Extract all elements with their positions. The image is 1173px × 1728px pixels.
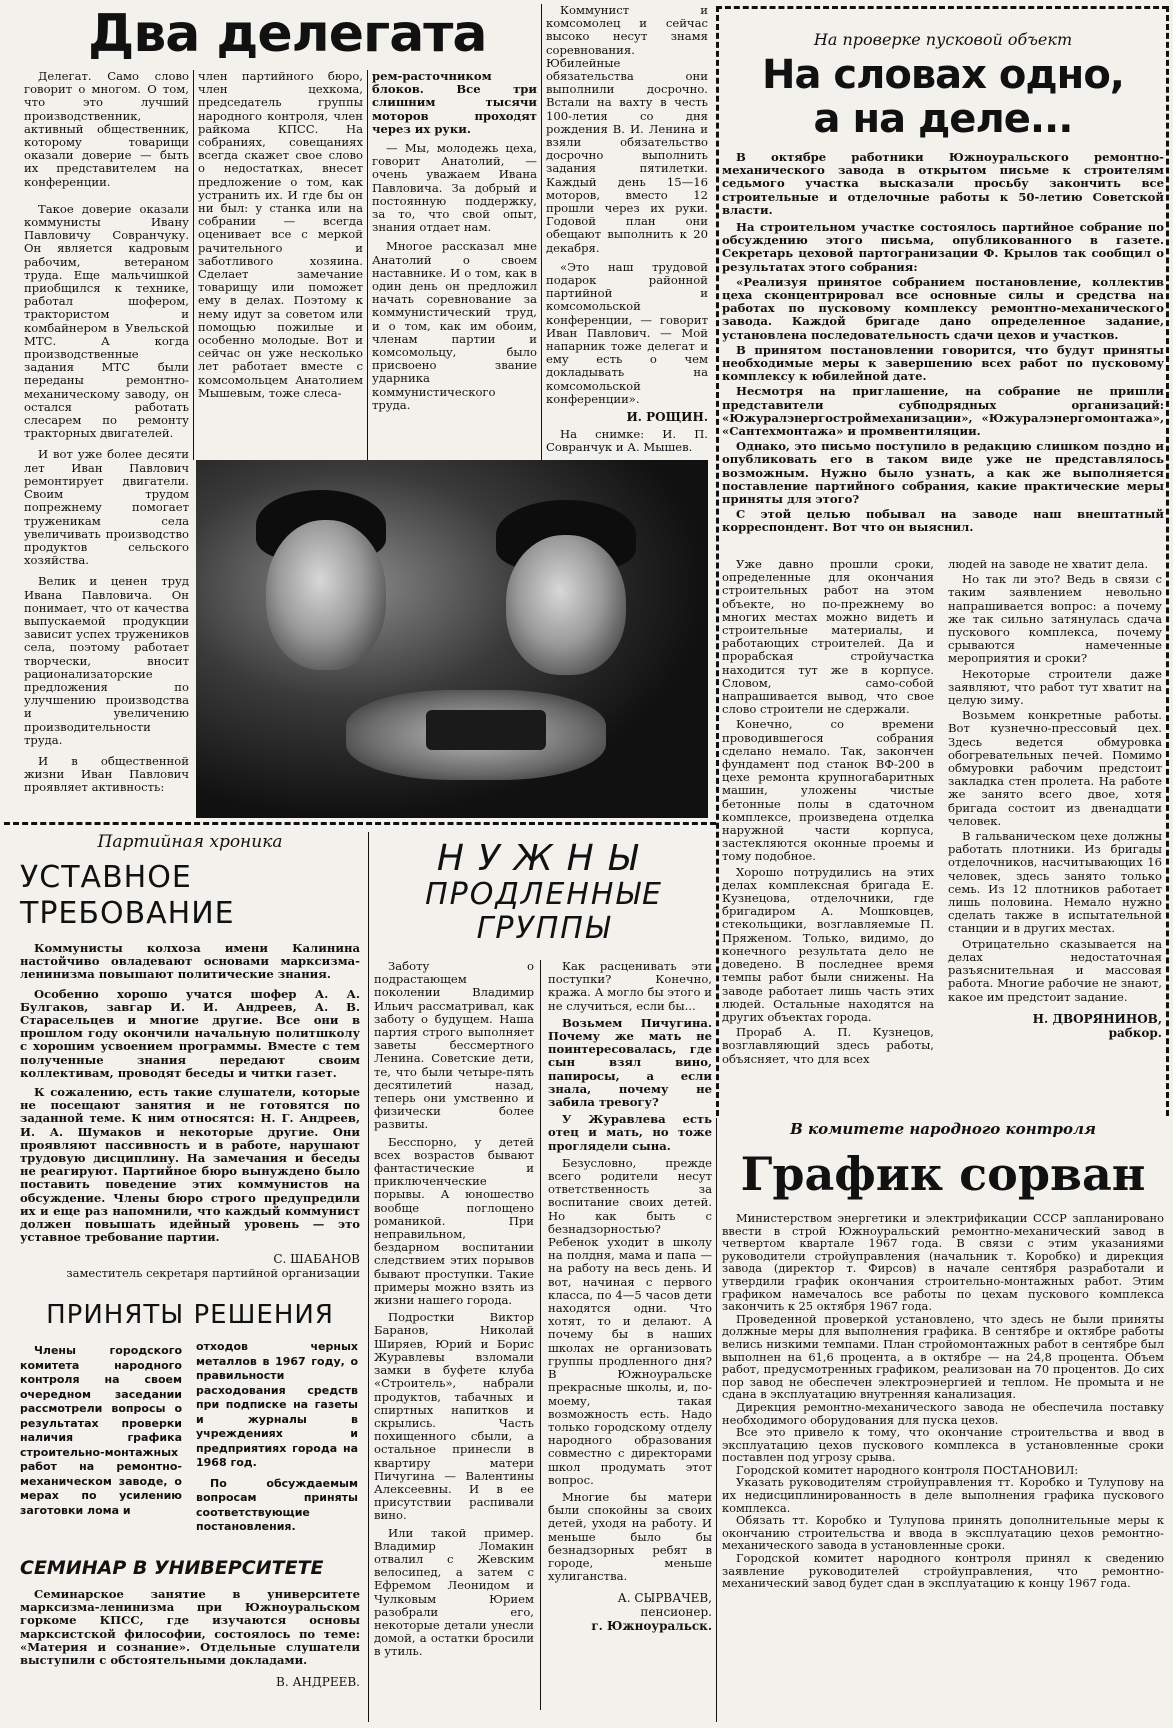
delegates-headline: Два делегата [88,4,487,64]
column-divider [368,832,369,1722]
decisions-headline: ПРИНЯТЫ РЕШЕНИЯ [46,1300,334,1330]
groups-para: Заботу о подрастающем поколении Владимир Ильич рассматривал, как заботу о будущем. Наша партия строго выполняет заветы бессмертного Ленина. Советские дети, те, что были четыре-пять десятилетий назад, теперь они умственно и физически более развиты. [374,959,534,1132]
words-deeds-headline-2: а на деле... [813,96,1073,142]
lead-para: В принятом постановлении говорится, что будут приняты необходимые меры к завершению всех работ по пусковому комплексу к юбилейной дате. [722,342,1164,384]
body-para: Прораб А. П. Кузнецов, возглавляющий здесь работы, объясняет, что для всех [722,1025,934,1066]
column-divider [541,4,542,460]
groups-col-b [548,960,712,1633]
groups-signature: А. СЫРВАЧЕВ, [617,1591,712,1606]
groups-para: У Журавлева есть отец и мать, но тоже проглядели сына. [548,1112,712,1153]
section-divider [716,6,719,1116]
schedule-para: Все это привело к тому, что окончание строительства и ввод в эксплуатацию цехов пускового комплекса в установленные сроки поставлен под угрозу срыва. [722,1425,1164,1465]
groups-para: Как расценивать эти поступки? Конечно, кража. А могло бы этого и не случиться, если бы... [548,959,712,1013]
delegates-para: Делегат. Само слово говорит о многом. О том, что это лучший производственник, активный общественник, которому товарищи оказали доверие — быть их представителем на конференции. [24,69,189,189]
lead-para: «Реализуя принятое собранием постановление, коллектив цеха сконцентрировал все основные силы и средства на работах по пусковому комплексу ремонтно-механического завода. Каждой бригаде дано определенное задание, установлена последовательность сдачи цехов и участков. [722,274,1164,342]
chronicle-signature-role: заместитель секретаря партийной организации [66,1266,360,1281]
words-deeds-col-b [948,558,1162,1040]
schedule-para: Городской комитет народного контроля принял к сведению заявление руководителей стройуправления, что ремонтно-механический завод будет сдан в эксплуатацию к концу 1967 года. [722,1551,1164,1591]
groups-para: Или такой пример. Владимир Ломакин отвалил с Жевским велосипед, а затем с Ефремом Леонидом и Чулковым Юрием разобрали его, некоторые детали унесли домой, а остатки бросили в утиль. [374,1525,534,1659]
groups-para: Подростки Виктор Баранов, Николай Ширяев, Юрий и Борис Журавлевы взломали замки в буфете клуба «Строитель», набрали продуктов, табачных и спиртных напитков и скрылись. Часть похищенного сбыли, а остальное принесли в квартиру матери Пичугина — Валентины Алексеевны. И в ее присутствии распивали вино. [374,1310,534,1523]
decisions-para: отходов черных металлов в 1967 году, о правильности расходования средств при подписке на газеты и журналы в учреждениях и предприятиях города на 1968 год. [196,1340,358,1469]
groups-headline-1: НУЖНЫ [436,838,652,879]
words-deeds-kicker: На проверке пусковой объект [813,30,1073,49]
delegates-col-4 [546,4,708,455]
groups-para: Безусловно, прежде всего родители несут ответственность за воспитание своих детей. Но как быть с безнадзорностью? Ребенок уходит в школу на полдня, мама и папа — на работу на весь день. И вот, начиная с первого класса, по 4—5 часов дети находятся одни. Что хотят, то и делают. А почему бы в наших школах не организовать группы продленного дня? В Южноуральске прекрасные школы, и, по-моему, такая возможность есть. Надо только городскому отделу народного образования совместно с директорами школ продумать этот вопрос. [548,1155,712,1487]
chronicle-signature: С. ШАБАНОВ [273,1252,360,1267]
delegates-signature: И. РОЩИН. [626,410,708,425]
words-deeds-signature-role: рабкор. [1108,1025,1162,1040]
schedule-para: Дирекция ремонтно-механического завода не обеспечила поставку необходимого оборудования для пуска цехов. [722,1399,1164,1427]
decisions-article [20,1300,360,1533]
photo-engine-part [426,710,546,750]
schedule-para: Министерством энергетики и электрификации СССР запланировано ввести в строй Южноуральский ремонтно-механический завод в четвертом квартале 1967 года. В связи с этим указаниями руководители стройуправления (начальник т. Коробко) и дирекция завода (директор т. Фирсов) в начале сентября разработали и утвердили график окончания строительно-монтажных работ. Этим графиком намечалось все работы по цехам пускового комплекса закончить к 25 октября 1967 года. [722,1211,1164,1314]
lead-para: В октябре работники Южноуральского ремонтно-механического завода в открытом письме к строителям седьмого участка высказали просьбу закончить все строительные и отделочные работы к 50-летию Советской власти. [722,150,1164,217]
decisions-para: По обсуждаемым вопросам приняты соответствующие постановления. [196,1476,358,1533]
groups-headline-3: ГРУППЫ [476,911,612,946]
words-deeds-signature: Н. ДВОРЯНИНОВ, [1032,1011,1162,1026]
body-para: Хорошо потрудились на этих делах комплексная бригада Е. Кузнецова, отделочники, где бригадиром А. Мошковцев, стекольщики, возглавляемые П. Пряженом. Только, видимо, до конечного результата дело не доведено. В последнее время темпы работ были снижены. На заводе работает лишь часть этих людей. Остальные находятся на других объектах города. [722,864,934,1024]
photo-face-left [266,520,386,670]
body-para: Конечно, со времени проводившегося собрания сделано немало. Так, закончен фундамент под станок ВФ-200 в цехе ремонта крупногабаритных машин, уложены чистые бетонные полы в сдаточном комплексе, произведена отделка наружной части корпуса, застекляются оконные проемы и тому подобное. [722,717,934,864]
photo-caption: На снимке: И. П. Совранчук и А. Мышев. [546,427,708,455]
seminar-signature: В. АНДРЕЕВ. [276,1675,360,1690]
body-para: В гальваническом цехе должны работать плотники. Из бригады отделочников, насчитывающих 16 человек, здесь занято только семь. Из 12 плотников работает лишь половина. Немало нужно сделать также в испытательной станции и в других местах. [948,829,1162,936]
groups-headline-2: ПРОДЛЕННЫЕ [425,877,663,912]
groups-signature-city: г. Южноуральск. [591,1619,712,1634]
lead-para: С этой целью побывал на заводе наш внештатный корреспондент. Вот что он выяснил. [722,507,1164,535]
section-divider [4,822,716,825]
seminar-article [20,1556,360,1689]
schedule-para: Указать руководителям стройуправления тт. Коробко и Тулупову на их недисциплинированность в деле выполнения графика пускового комплекса. [722,1475,1164,1515]
column-divider [540,960,541,1710]
groups-signature-role: пенсионер. [640,1605,712,1620]
chronicle-article [20,832,360,1280]
chronicle-kicker: Партийная хроника [97,832,283,852]
column-divider [716,1118,717,1722]
chronicle-headline: УСТАВНОЕ ТРЕБОВАНИЕ [20,860,235,931]
groups-col-a [374,960,534,1659]
seminar-headline: СЕМИНАР В УНИВЕРСИТЕТЕ [20,1557,324,1579]
delegates-para: И вот уже более десяти лет Иван Павлович ремонтирует двигатели. Своим трудом попрежнему помогает труженикам села увеличивать производство продуктов сельского хозяйства. [24,447,189,568]
groups-para: Возьмем Пичугина. Почему же мать не поинтересовалась, где сын взял вино, папиросы, а если знала, почему не забила тревогу? [548,1015,712,1110]
words-deeds-lead [722,151,1164,535]
schedule-headline: График сорван [740,1147,1146,1201]
delegates-col-1 [24,70,189,795]
schedule-para: Городской комитет народного контроля ПОСТАНОВИЛ: [736,1462,1079,1477]
schedule-body [722,1212,1164,1590]
delegates-article [0,0,712,820]
groups-para: Бесспорно, у детей всех возрастов бывают фантастические и приключенческие порывы. А юношество вообще поглощено романикой. При неправильном, бездарном воспитании следствием этих порывов бывают проступки. Такие примеры можно взять из жизни нашего города. [374,1134,534,1308]
photo-face-right [506,535,626,675]
delegates-para: рем-расточником блоков. Все три слишним тысячи моторов проходят через их руки. [372,69,537,136]
chronicle-para: К сожалению, есть такие слушатели, которые не посещают занятия и не готовятся по заданной теме. К ним относятся: Н. Г. Андреев, И. А. Шумаков и некоторые другие. Они проявляют пассивность и в работе, нарушают трудовую дисциплину. На замечания и беседы не реагируют. Партийное бюро вынуждено было поставить поведение этих коммунистов на обсуждение. Члены бюро строго предупредили их и еще раз напомнили, что каждый коммунист должен повышать идейный уровень — это уставное требование партии. [20,1085,360,1245]
body-para: Некоторые строители даже заявляют, что работ тут хватит на целую зиму. [948,666,1162,708]
delegates-col-3 [372,70,537,412]
decisions-col-b [196,1340,358,1535]
body-para: Отрицательно сказывается на делах недостаточная разъяснительная и массовая работа. Многие рабочие не знают, какое им предстоит задание. [948,936,1162,1004]
decisions-col-a [20,1344,182,1518]
column-divider [367,70,368,460]
delegates-para: — Мы, молодежь цеха, говорит Анатолий, — очень уважаем Ивана Павловича. За добрый и постоянную поддержку, за то, что свой опыт, знания отдает нам. [372,141,537,235]
schedule-kicker: В комитете народного контроля [790,1120,1096,1138]
delegates-photo [196,460,708,818]
column-divider [193,70,194,460]
delegates-para: Такое доверие оказали коммунисты Ивану Павловичу Совранчуку. Он является кадровым рабочим, ветераном труда. Еще мальчишкой приобщился к технике, работал шофером, трактористом и комбайнером в Увельской МТС. А когда производственные задания МТС были переданы ремонтно-механическому заводу, он остался работать слесарем по ремонту тракторных двигателей. [24,201,189,441]
schedule-para: Обязать тт. Коробко и Тулупова принять дополнительные меры к окончанию строительства и ввода в эксплуатацию цехов ремонтно-механического завода в установленные сроки. [722,1513,1164,1553]
lead-para: На строительном участке состоялось партийное собрание по обсуждению этого письма, опубликованного в газете. Секретарь цеховой партогранизации Ф. Крылов так сообщил о результатах этого собрания: [722,220,1164,274]
body-para: Уже давно прошли сроки, определенные для окончания строительных работ на этом объекте, но по-прежнему во многих местах можно видеть и строительные материалы, и работающих строителей. Да и прорабская стройучастка находится тут же в корпусе. Словом, само-собой напрашивается вывод, что свое слово строители не сдержали. [722,557,934,717]
delegates-para: Многое рассказал мне Анатолий о своем наставнике. И о том, как в один день он предложил начать соревнование за коммунистический труд, и о том, как им обоим, членам партии и комсомольцу, было присвоено звание ударника коммунистического труда. [372,239,537,412]
schedule-para: Проведенной проверкой установлено, что здесь не были приняты должные меры для выполнения графика. В сентябре и октябре работы велись низкими темпами. План стройомонтажных работ в сентябре был выполнен на 61,6 процента, а в октябре — на 24,8 процента. Объем работ, предусмотренных графиком, реализован на 70 процентов. До сих пор завод не обеспечен электроэнергией и теплом. Не промыта и не сдана в эксплуатацию внутренняя канализация. [722,1311,1164,1402]
delegates-para: член партийного бюро, член цехкома, председатель группы народного контроля, член райкома КПСС. На собраниях, совещаниях всегда скажет свое слово о недостатках, внесет предложение о том, как устранить их. И где бы он ни был: у станка или на собрании — всегда оценивает все с меркой рачительного и заботливого хозяина. Сделает замечание товарищу или поможет ему в делах. Поэтому к нему идут за советом или помощью пожилые и особенно молодые. Вот и сейчас он уже несколько лет работает вместе с комсомольцем Анатолием Мышевым, тоже слеса- [198,69,363,400]
delegates-col-2 [198,70,363,400]
body-para: Возьмем конкретные работы. Вот кузнечно-прессовый цех. Здесь ведется обмуровка обогревательных печей. Помимо обмуровки рабочим предстоит закладка стен пролета. На работе же занято всего двое, хотя бригада состоит из двенадцати человек. [948,708,1162,828]
seminar-para: Семинарское занятие в университете марксизма-ленинизма при Южноуральском горкоме КПСС, где изучаются основы марксистской философии, состоялось по теме: «Материя и сознание». Отдельные слушатели выступили с обстоятельными докладами. [20,1587,360,1668]
decisions-para: Члены городского комитета народного контроля на своем очередном заседании рассмотрели вопросы о результатах проверки наличия графика строительно-монтажных работ на ремонтно-механическом заводе, о мерах по усилению заготовки лома и [20,1344,182,1517]
groups-article [374,832,714,1659]
lead-para: Несмотря на приглашение, на собрание не пришли представители субподрядных организаций: «Южуралэнергостроймеханизации», «Южуралэнергомонтажа», «Сантехмонтажа» и промвентиляции. [722,384,1164,439]
chronicle-para: Коммунисты колхоза имени Калинина настойчиво овладевают основами марксизма-ленинизма повышают политические знания. [20,941,360,982]
words-deeds-headline-1: На словах одно, [761,52,1124,98]
body-para: Но так ли это? Ведь в связи с таким заявлением невольно напрашивается вопрос: а почему же так сильно затянулась сдача пускового комплекса, почему срываются намеченные мероприятия и сроки? [948,572,1162,666]
words-deeds-col-a [722,558,934,1066]
delegates-para: «Это наш трудовой подарок районной партийной и комсомольской конференции, — говорит Иван Павлович. — Мой напарник тоже делегат и ему есть о чем докладывать на комсомольской конференции». [546,259,708,406]
delegates-para: Коммунист и комсомолец и сейчас высоко несут знамя соревнования. Юбилейные обязательства они выполнили досрочно. Встали на вахту в честь 100-летия со дня рождения В. И. Ленина и взяли обязательство досрочно выполнить задания пятилетки. Каждый день 15—16 моторов, вместо 12 прошли через их руки. Годовой план они обещают выполнить к 20 декабря. [546,3,708,255]
groups-para: Многие бы матери были спокойны за своих детей, уходя на работу. И меньше было бы безнадзорных ребят в городе, меньше хулиганства. [548,1489,712,1584]
section-divider [1166,6,1169,1116]
schedule-article [722,1120,1164,1590]
words-deeds-article [722,8,1164,1118]
delegates-para: Велик и ценен труд Ивана Павловича. Он понимает, что от качества выпускаемой продукции зависит успех тружеников села, поэтому работает творчески, вносит рационализаторские предложения по улучшению производства и увеличению производительности труда. [24,574,189,747]
lead-para: Однако, это письмо поступило в редакцию слишком поздно и опубликовать его в таком виде уже не представлялось возможным. Нужно было узнать, а как же выполняется поставление партийного собрания, какие практические меры приняты для этого? [722,439,1164,507]
chronicle-para: Особенно хорошо учатся шофер А. А. Булгаков, завгар И. И. Андреев, А. В. Старасельцев и многие другие. Все они в прошлом году окончили начальную политшколу с хорошим усвоением программы. Вместе с тем полученные знания передают своим коллективам, проводят беседы и читки газет. [20,986,360,1080]
delegates-para: И в общественной жизни Иван Павлович проявляет активность: [24,753,189,795]
body-para: людей на заводе не хватит дела. [948,557,1149,571]
